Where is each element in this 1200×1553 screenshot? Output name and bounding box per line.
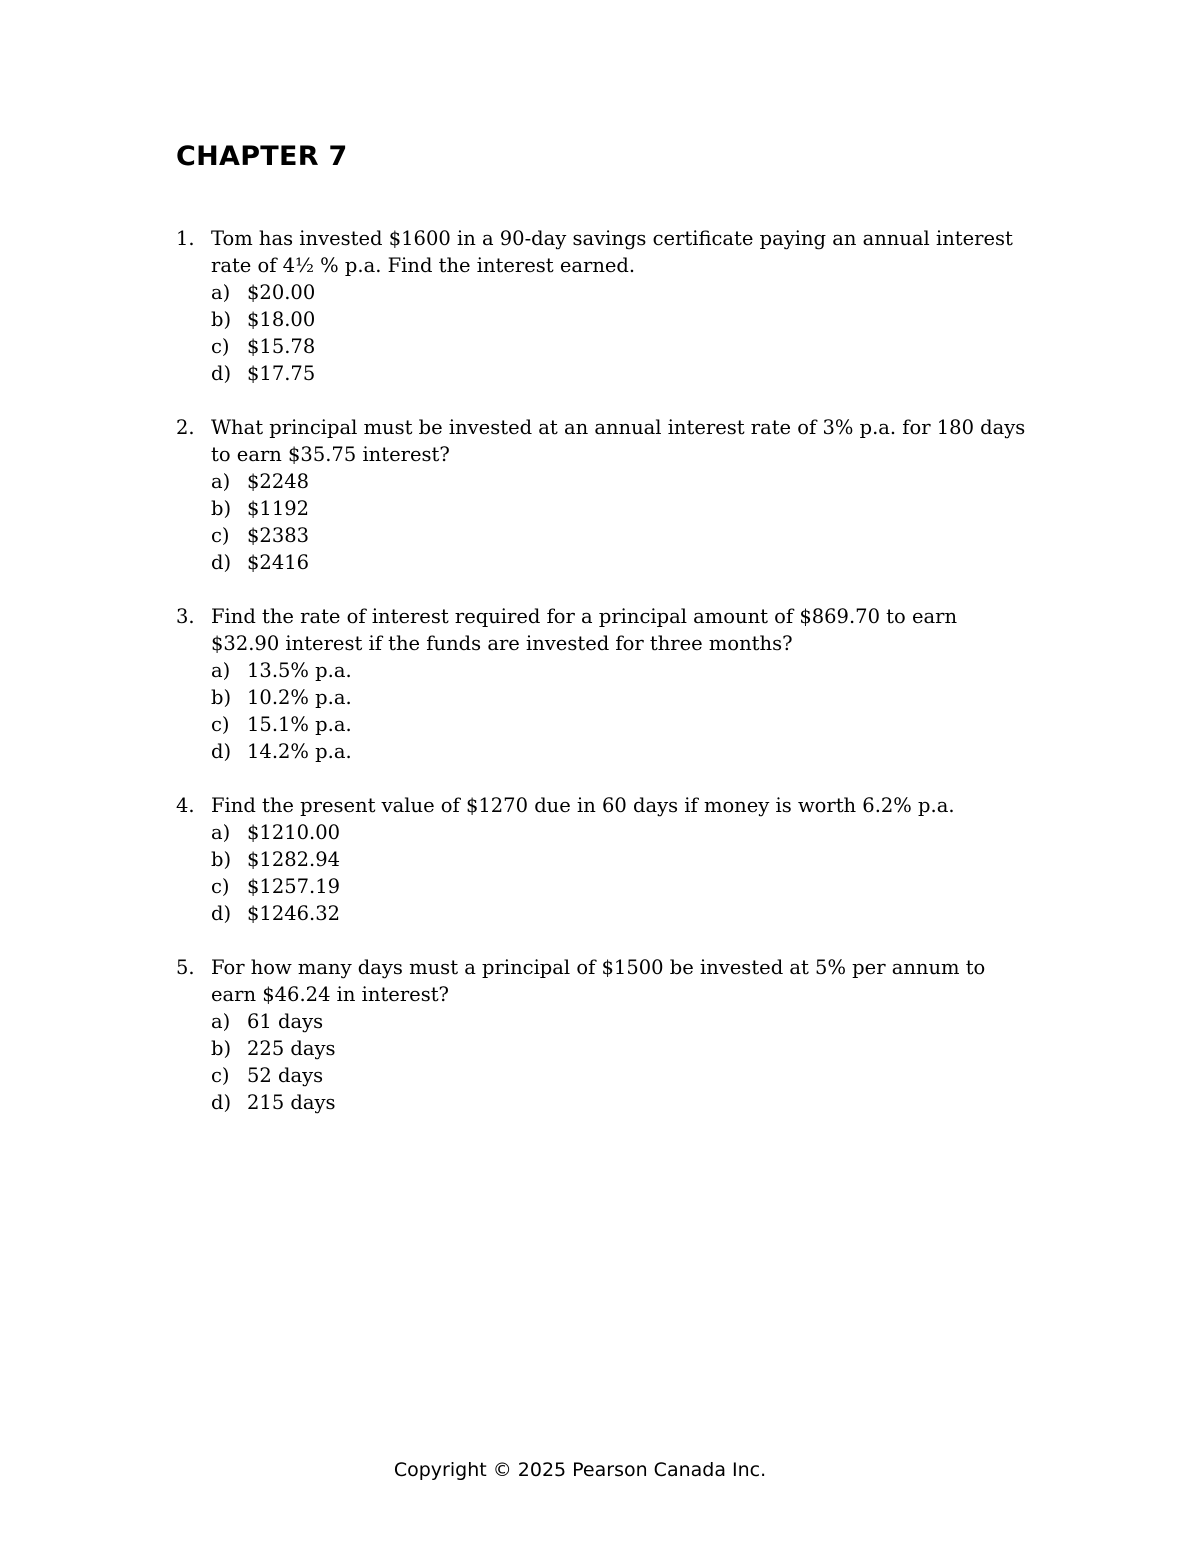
- option-letter: a): [211, 1010, 231, 1033]
- question-text: Tom has invested $1600 in a 90-day savings certificate paying an annual interest rate of 4½ % p.a. Find the interest earned.: [211, 227, 1013, 277]
- answer-options: [211, 1008, 1026, 1116]
- answer-options: [211, 468, 1026, 576]
- option-b: [211, 1035, 1026, 1062]
- option-letter: d): [211, 551, 232, 574]
- option-c: [211, 1062, 1026, 1089]
- option-b: [211, 495, 1026, 522]
- copyright-footer: Copyright © 2025 Pearson Canada Inc.: [393, 1459, 767, 1481]
- answer-options: [211, 279, 1026, 387]
- option-text: $2248: [247, 470, 310, 493]
- option-letter: a): [211, 281, 231, 304]
- option-text: $1257.19: [247, 875, 341, 898]
- option-text: 15.1% p.a.: [247, 713, 352, 736]
- question-5: [176, 954, 1026, 1116]
- option-b: [211, 306, 1026, 333]
- option-d: [211, 1089, 1026, 1116]
- option-a: [211, 279, 1026, 306]
- question-text: Find the present value of $1270 due in 60 days if money is worth 6.2% p.a.: [211, 794, 955, 817]
- answer-options: [211, 657, 1026, 765]
- option-text: $15.78: [247, 335, 316, 358]
- question-number: 5.: [176, 956, 195, 979]
- option-b: [211, 846, 1026, 873]
- question-3: [176, 603, 1026, 765]
- option-letter: b): [211, 848, 232, 871]
- chapter-title: CHAPTER 7: [176, 141, 348, 172]
- option-a: [211, 657, 1026, 684]
- option-a: [211, 1008, 1026, 1035]
- option-letter: b): [211, 1037, 232, 1060]
- option-text: $2383: [247, 524, 310, 547]
- option-d: [211, 900, 1026, 927]
- option-c: [211, 333, 1026, 360]
- question-number: 3.: [176, 605, 195, 628]
- option-letter: a): [211, 821, 231, 844]
- option-letter: c): [211, 335, 230, 358]
- answer-options: [211, 819, 1026, 927]
- option-letter: c): [211, 524, 230, 547]
- option-letter: d): [211, 902, 232, 925]
- question-text: What principal must be invested at an annual interest rate of 3% p.a. for 180 days to earn $35.75 interest?: [211, 416, 1026, 466]
- option-text: 14.2% p.a.: [247, 740, 352, 763]
- option-letter: b): [211, 308, 232, 331]
- option-letter: a): [211, 470, 231, 493]
- option-a: [211, 468, 1026, 495]
- option-text: $1282.94: [247, 848, 341, 871]
- option-text: $1246.32: [247, 902, 341, 925]
- option-c: [211, 522, 1026, 549]
- option-b: [211, 684, 1026, 711]
- option-letter: c): [211, 1064, 230, 1087]
- question-number: 2.: [176, 416, 195, 439]
- option-text: $1210.00: [247, 821, 341, 844]
- option-d: [211, 738, 1026, 765]
- option-a: [211, 819, 1026, 846]
- option-text: 225 days: [247, 1037, 336, 1060]
- option-letter: b): [211, 686, 232, 709]
- question-text: For how many days must a principal of $1500 be invested at 5% per annum to earn $46.24 in interest?: [211, 956, 986, 1006]
- option-text: $18.00: [247, 308, 316, 331]
- question-number: 4.: [176, 794, 195, 817]
- option-c: [211, 873, 1026, 900]
- option-text: $1192: [247, 497, 310, 520]
- question-text: Find the rate of interest required for a principal amount of $869.70 to earn $32.90 interest if the funds are invested for three months?: [211, 605, 957, 655]
- option-letter: a): [211, 659, 231, 682]
- option-text: 10.2% p.a.: [247, 686, 352, 709]
- option-text: $17.75: [247, 362, 316, 385]
- option-d: [211, 360, 1026, 387]
- option-text: 61 days: [247, 1010, 324, 1033]
- option-letter: d): [211, 1091, 232, 1114]
- option-c: [211, 711, 1026, 738]
- question-4: [176, 792, 1026, 927]
- question-list: [176, 225, 1026, 1143]
- option-text: $20.00: [247, 281, 316, 304]
- option-letter: d): [211, 362, 232, 385]
- option-letter: d): [211, 740, 232, 763]
- option-text: 215 days: [247, 1091, 336, 1114]
- option-text: $2416: [247, 551, 310, 574]
- option-letter: c): [211, 875, 230, 898]
- option-letter: b): [211, 497, 232, 520]
- option-letter: c): [211, 713, 230, 736]
- question-2: [176, 414, 1026, 576]
- option-d: [211, 549, 1026, 576]
- question-1: [176, 225, 1026, 387]
- question-number: 1.: [176, 227, 195, 250]
- option-text: 13.5% p.a.: [247, 659, 352, 682]
- option-text: 52 days: [247, 1064, 324, 1087]
